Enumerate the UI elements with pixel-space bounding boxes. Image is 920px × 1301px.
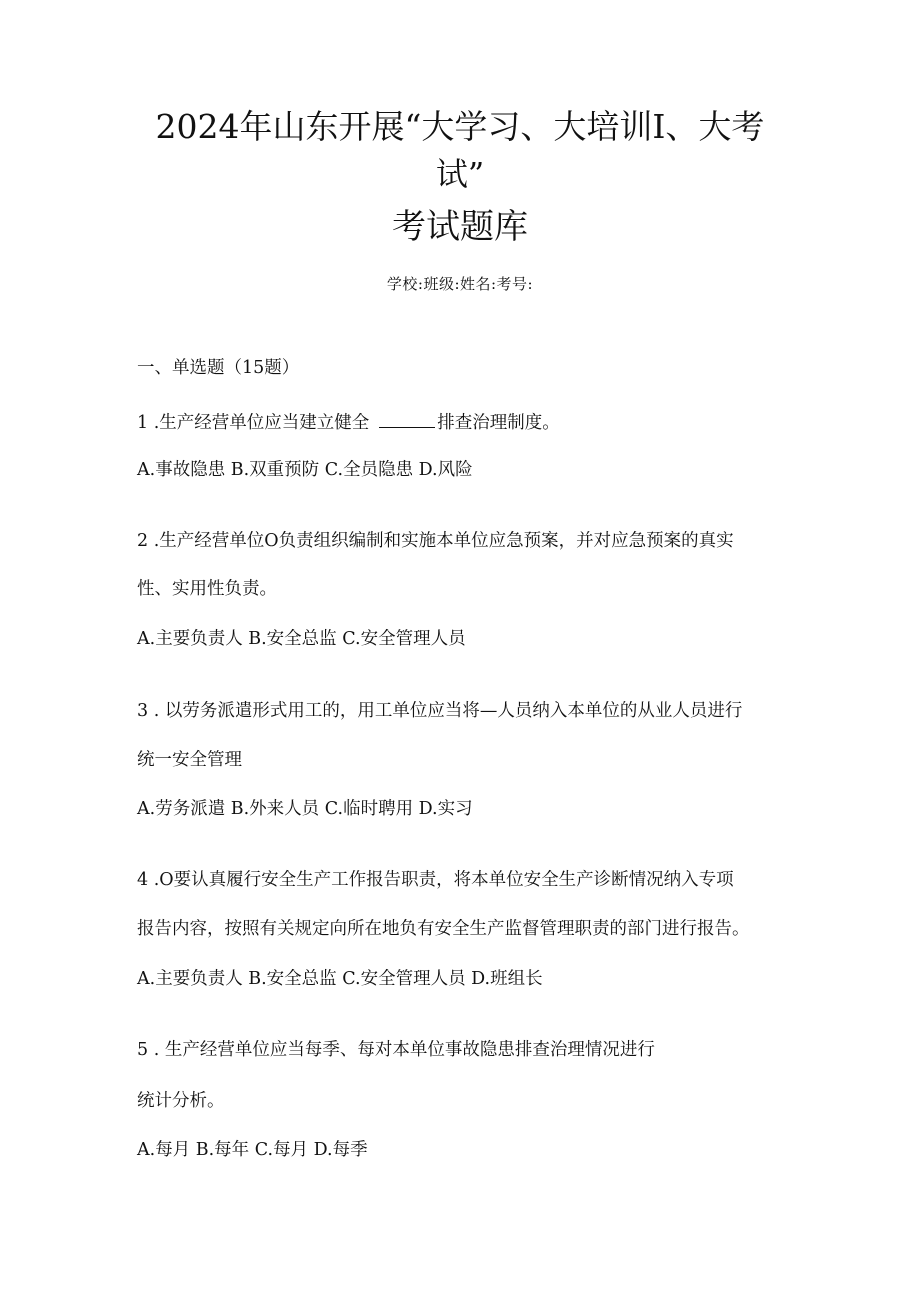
question-2-text-line-1: 2 .生产经营单位O负责组织编制和实施本单位应急预案，并对应急预案的真实 xyxy=(137,531,734,551)
question-1-text-part-1: 1 .生产经营单位应当建立健全 xyxy=(137,413,370,433)
question-3-text-line-1: 3 . 以劳务派遣形式用工的，用工单位应当将—人员纳入本单位的从业人员进行 xyxy=(137,701,743,721)
question-1-text-part-2: 排查治理制度。 xyxy=(437,413,560,433)
question-5-options: A.每月 B.每年 C.每月 D.每季 xyxy=(137,1140,368,1160)
question-2-options: A.主要负责人 B.安全总监 C.安全管理人员 xyxy=(137,629,466,649)
document-subtitle: 考试题库 xyxy=(392,207,528,247)
question-2-text-line-2: 性、实用性负责。 xyxy=(137,579,277,599)
question-4-options: A.主要负责人 B.安全总监 C.安全管理人员 D.班组长 xyxy=(137,969,543,989)
question-5-text-line-1: 5 . 生产经营单位应当每季、每对本单位事故隐患排查治理情况进行 xyxy=(137,1040,655,1060)
question-1-options: A.事故隐患 B.双重预防 C.全员隐患 D.风险 xyxy=(137,460,473,480)
question-3-text-line-2: 统一安全管理 xyxy=(137,750,242,770)
question-3-options: A.劳务派遣 B.外来人员 C.临时聘用 D.实习 xyxy=(137,799,473,819)
document-title-line-1: 2024年山东开展“大学习、大培训I、大考 xyxy=(155,107,765,146)
question-4-text-line-1: 4 .O要认真履行安全生产工作报告职责，将本单位安全生产诊断情况纳入专项 xyxy=(137,870,734,890)
question-1-text xyxy=(137,412,560,433)
student-info-line: 学校:班级:姓名:考号: xyxy=(386,275,534,293)
document-title-line-2: 试” xyxy=(435,155,485,193)
question-5-text-line-2: 统计分析。 xyxy=(137,1091,225,1111)
section-heading: 一、单选题（15题） xyxy=(137,358,300,378)
question-4-text-line-2: 报告内容，按照有关规定向所在地负有安全生产监督管理职责的部门进行报告。 xyxy=(137,919,750,939)
answer-blank xyxy=(379,412,435,428)
